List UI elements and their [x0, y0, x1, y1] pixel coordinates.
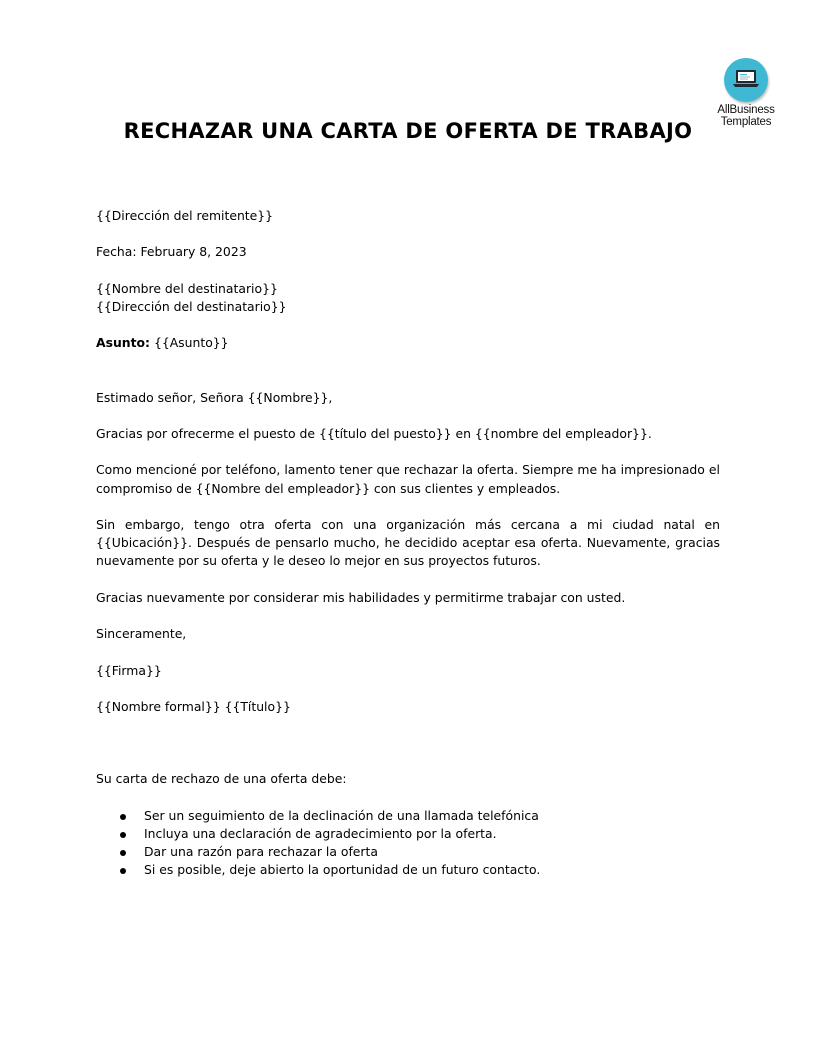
closing: Sinceramente,: [96, 626, 187, 642]
recipient-name: {{Nombre del destinatario}}: [96, 280, 278, 296]
formal-name: {{Nombre formal}} {{Título}}: [96, 698, 291, 714]
paragraph-3: Sin embargo, tengo otra oferta con una organización más cercana a mi ciudad natal en {{Ubicación}}. Después de pensarlo mucho, he decidido aceptar esa oferta. Nuevamente, gracias nuevamente por su oferta y le deseo lo mejor en sus proyectos futuros.: [96, 516, 720, 569]
signature: {{Firma}}: [96, 662, 162, 678]
tips-list: [96, 807, 720, 880]
bullet-icon: [120, 850, 126, 856]
list-item-text: Dar una razón para rechazar la oferta: [144, 843, 378, 859]
letter-date: Fecha: February 8, 2023: [96, 244, 247, 260]
paragraph-4: Gracias nuevamente por considerar mis habilidades y permitirme trabajar con usted.: [96, 589, 626, 605]
list-item: [96, 843, 720, 861]
list-item: [96, 807, 720, 825]
bullet-icon: [120, 868, 126, 874]
logo-line-2: Templates: [720, 116, 772, 128]
subject-label: Asunto:: [96, 335, 150, 351]
paragraph-2: Como mencioné por teléfono, lamento tener que rechazar la oferta. Siempre me ha impresionado el compromiso de {{Nombre del empleador}} con sus clientes y empleados.: [96, 462, 720, 496]
list-item-text: Ser un seguimiento de la declinación de una llamada telefónica: [144, 807, 539, 823]
list-item-text: Si es posible, deje abierto la oportunidad de un futuro contacto.: [144, 862, 541, 878]
subject-value: {{Asunto}}: [150, 335, 229, 351]
list-item: [96, 861, 720, 879]
tips-intro: Su carta de rechazo de una oferta debe:: [96, 771, 347, 787]
subject-line: [96, 334, 720, 352]
laptop-icon: [724, 58, 768, 102]
letter-body: [96, 207, 720, 879]
recipient-address: {{Dirección del destinatario}}: [96, 298, 287, 314]
page-title: RECHAZAR UNA CARTA DE OFERTA DE TRABAJO: [123, 119, 693, 143]
list-item-text: Incluya una declaración de agradecimiento por la oferta.: [144, 825, 497, 841]
bullet-icon: [120, 832, 126, 838]
allbusiness-logo[interactable]: [708, 58, 784, 128]
logo-line-1: AllBusiness: [717, 104, 775, 116]
bullet-icon: [120, 814, 126, 820]
paragraph-1: Gracias por ofrecerme el puesto de {{título del puesto}} en {{nombre del empleador}}.: [96, 425, 652, 441]
greeting: Estimado señor, Señora {{Nombre}},: [96, 389, 333, 405]
sender-address: {{Dirección del remitente}}: [96, 208, 274, 223]
recipient-block: [96, 280, 720, 316]
list-item: [96, 825, 720, 843]
